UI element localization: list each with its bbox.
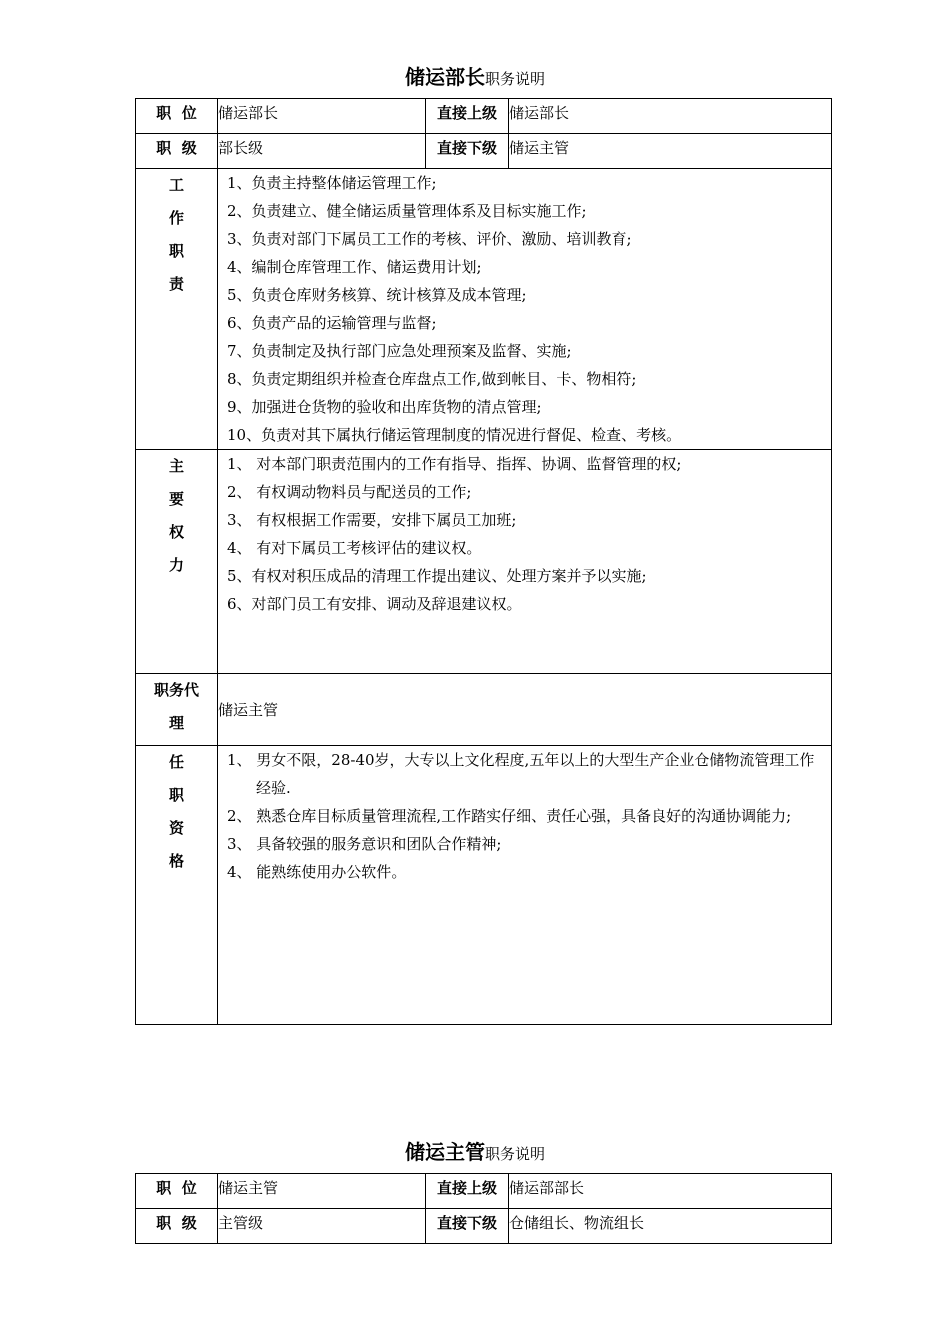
- doc1-title-suffix: 职务说明: [484, 70, 545, 88]
- position-label: 职 位: [136, 1174, 218, 1209]
- doc2-title-suffix: 职务说明: [484, 1145, 545, 1163]
- position-value: 储运主管: [218, 1174, 426, 1209]
- qualification-item: 1、 男女不限，28-40岁，大专以上文化程度,五年以上的大型生产企业仓储物流管理工作经验.: [227, 751, 815, 797]
- duty-item: 3、负责对部门下属员工工作的考核、评价、激励、培训教育;: [227, 230, 632, 248]
- superior-value: 储运部长: [509, 99, 832, 134]
- duty-item: 9、加强进仓货物的验收和出库货物的清点管理;: [227, 398, 542, 416]
- duty-item: 4、编制仓库管理工作、储运费用计划;: [227, 258, 482, 276]
- superior-value: 储运部部长: [509, 1174, 832, 1209]
- doc2-title-main: 储运主管: [404, 1140, 485, 1164]
- power-item: 2、 有权调动物料员与配送员的工作;: [227, 483, 472, 501]
- power-item: 5、有权对积压成品的清理工作提出建议、处理方案并予以实施;: [227, 567, 647, 585]
- duty-item: 5、负责仓库财务核算、统计核算及成本管理;: [227, 286, 527, 304]
- subordinate-label: 直接下级: [426, 134, 509, 169]
- duty-item: 2、负责建立、健全储运质量管理体系及目标实施工作;: [227, 202, 587, 220]
- subordinate-value: 仓储组长、物流组长: [509, 1209, 832, 1244]
- qualification-item: 2、 熟悉仓库目标质量管理流程,工作踏实仔细、责任心强，具备良好的沟通协调能力;: [227, 807, 792, 825]
- qualifications-content: [218, 746, 832, 1025]
- power-item: 4、 有对下属员工考核评估的建议权。: [227, 539, 482, 557]
- deputy-value: 储运主管: [218, 674, 832, 746]
- power-item: 3、 有权根据工作需要，安排下属员工加班;: [227, 511, 517, 529]
- doc2-title: [0, 1136, 950, 1165]
- qualification-item: 4、 能熟练使用办公软件。: [227, 863, 407, 881]
- duty-item: 6、负责产品的运输管理与监督;: [227, 314, 437, 332]
- superior-label: 直接上级: [426, 99, 509, 134]
- doc1-title: [0, 61, 950, 90]
- level-label: 职 级: [136, 1209, 218, 1244]
- duties-content: [218, 169, 832, 450]
- doc1-title-main: 储运部长: [404, 65, 485, 89]
- qualifications-label: 任 职 资 格: [136, 746, 218, 1025]
- power-item: 6、对部门员工有安排、调动及辞退建议权。: [227, 595, 522, 613]
- duty-item: 1、负责主持整体储运管理工作;: [227, 174, 437, 192]
- position-label: 职 位: [136, 99, 218, 134]
- subordinate-value: 储运主管: [509, 134, 832, 169]
- level-label: 职 级: [136, 134, 218, 169]
- superior-label: 直接上级: [426, 1174, 509, 1209]
- subordinate-label: 直接下级: [426, 1209, 509, 1244]
- position-value: 储运部长: [218, 99, 426, 134]
- duties-label: 工 作 职 责: [136, 169, 218, 450]
- duty-item: 7、负责制定及执行部门应急处理预案及监督、实施;: [227, 342, 572, 360]
- power-item: 1、 对本部门职责范围内的工作有指导、指挥、协调、监督管理的权;: [227, 455, 682, 473]
- duty-item: 10、负责对其下属执行储运管理制度的情况进行督促、检查、考核。: [227, 426, 682, 444]
- level-value: 部长级: [218, 134, 426, 169]
- doc1-table: [135, 98, 832, 1025]
- qualification-item: 3、 具备较强的服务意识和团队合作精神;: [227, 835, 502, 853]
- powers-content: [218, 450, 832, 674]
- level-value: 主管级: [218, 1209, 426, 1244]
- doc2-table: [135, 1173, 832, 1244]
- deputy-label: 职务代 理: [136, 674, 218, 746]
- duty-item: 8、负责定期组织并检查仓库盘点工作,做到帐目、卡、物相符;: [227, 370, 637, 388]
- powers-label: 主 要 权 力: [136, 450, 218, 674]
